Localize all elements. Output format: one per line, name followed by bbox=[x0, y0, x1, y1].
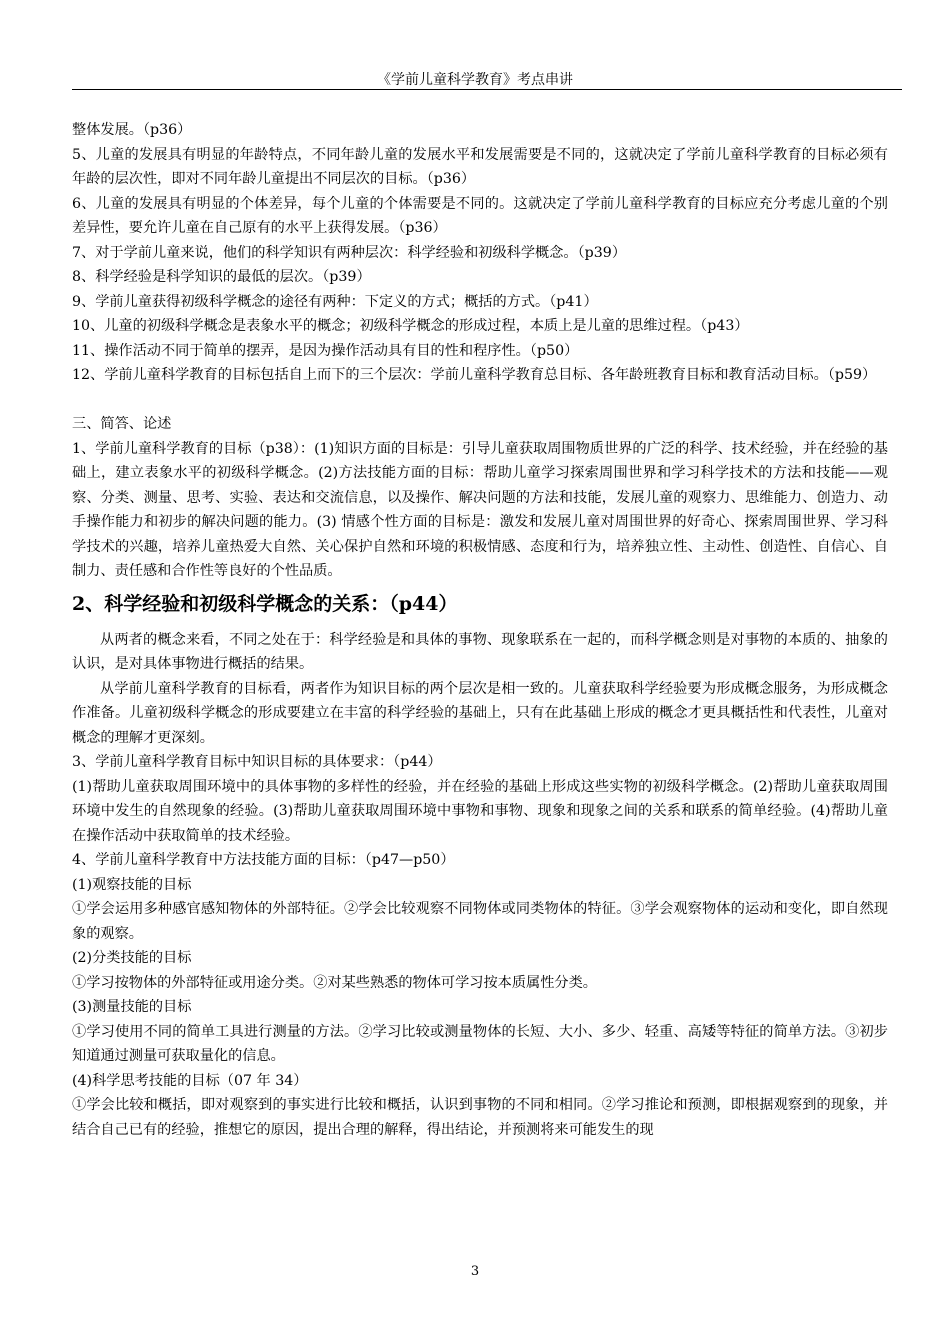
list-item: 5、儿童的发展具有明显的年龄特点，不同年龄儿童的发展水平和发展需要是不同的，这就决定了学前儿童科学教育的目标必须有年龄的层次性，即对不同年龄儿童提出不同层次的目标。（p36） bbox=[72, 146, 888, 187]
paragraph: 整体发展。（p36） bbox=[72, 122, 192, 138]
list-item: 8、科学经验是科学知识的最低的层次。（p39） bbox=[72, 269, 371, 285]
answer-paragraph: ①学习按物体的外部特征或用途分类。②对某些熟悉的物体可学习按本质属性分类。 bbox=[72, 974, 597, 991]
spacer bbox=[72, 388, 888, 413]
answer-paragraph: ①学会比较和概括，即对观察到的事实进行比较和概括，认识到事物的不同和相同。②学习推论和预测，即根据观察到的现象，并结合自己已有的经验，推想它的原因，提出合理的解释，得出结论，并预测将来可能发生的现 bbox=[72, 1097, 888, 1138]
page-header: 《学前儿童科学教育》考点串讲 bbox=[377, 72, 573, 88]
header-divider bbox=[72, 89, 902, 90]
list-item: 7、对于学前儿童来说，他们的科学知识有两种层次：科学经验和初级科学概念。（p39） bbox=[72, 244, 627, 261]
question-heading: 3、学前儿童科学教育目标中知识目标的具体要求：（p44） bbox=[72, 754, 442, 770]
list-item: 9、学前儿童获得初级科学概念的途径有两种：下定义的方式；概括的方式。（p41） bbox=[72, 293, 598, 310]
question-heading: 4、学前儿童科学教育中方法技能方面的目标：（p47—p50） bbox=[72, 852, 455, 868]
section-heading: 三、简答、论述 bbox=[72, 416, 172, 432]
subsection-heading: (1)观察技能的目标 bbox=[72, 876, 192, 893]
list-item: 12、学前儿童科学教育的目标包括自上而下的三个层次：学前儿童科学教育总目标、各年龄班教育目标和教育活动目标。（p59） bbox=[72, 367, 877, 383]
subsection-heading: (4)科学思考技能的目标（07 年 34） bbox=[72, 1072, 308, 1089]
answer-paragraph: ①学会运用多种感官感知物体的外部特征。②学会比较观察不同物体或同类物体的特征。③学会观察物体的运动和变化，即自然现象的观察。 bbox=[72, 901, 888, 942]
list-item: 6、儿童的发展具有明显的个体差异，每个儿童的个体需要是不同的。这就决定了学前儿童科学教育的目标应充分考虑儿童的个别差异性，要允许儿童在自己原有的水平上获得发展。（p36） bbox=[72, 195, 888, 236]
list-item: 10、儿童的初级科学概念是表象水平的概念；初级科学概念的形成过程，本质上是儿童的思维过程。（p43） bbox=[72, 318, 749, 334]
question-heading: 2、科学经验和初级科学概念的关系：（p44） bbox=[72, 592, 458, 615]
subsection-heading: (2)分类技能的目标 bbox=[72, 950, 192, 966]
answer-paragraph: 1、学前儿童科学教育的目标（p38）：(1)知识方面的目标是：引导儿童获取周围物质世界的广泛的科学、技术经验，并在经验的基础上，建立表象水平的初级科学概念。(2)方法技能方面的目标：帮助儿童学习探索周围世界和学习科学技术的方法和技能——观察、分类、测量、思考、实验、表达和交流信息，以及操作、解决问题的方法和技能，发展儿童的观察力、思维能力、创造力、动手操作能力和初步的解决问题的能力。(3) 情感个性方面的目标是：激发和发展儿童对周围世界的好奇心、探索周围世界、学习科学技术的兴趣，培养儿童热爱大自然、关心保护自然和环境的积极情感、态度和行为，培养独立性、主动性、创造性、自信心、自制力、责任感和合作性等良好的个性品质。 bbox=[72, 440, 888, 579]
document-body bbox=[72, 118, 888, 1142]
answer-paragraph: 从两者的概念来看，不同之处在于：科学经验是和具体的事物、现象联系在一起的，而科学概念则是对事物的本质的、抽象的认识，是对具体事物进行概括的结果。 bbox=[72, 631, 888, 672]
subsection-heading: (3)测量技能的目标 bbox=[72, 999, 192, 1015]
answer-paragraph: ①学习使用不同的简单工具进行测量的方法。②学习比较或测量物体的长短、大小、多少、轻重、高矮等特征的简单方法。③初步知道通过测量可获取量化的信息。 bbox=[72, 1023, 888, 1064]
list-item: 11、操作活动不同于简单的摆弄，是因为操作活动具有目的性和程序性。（p50） bbox=[72, 342, 579, 359]
answer-paragraph: 从学前儿童科学教育的目标看，两者作为知识目标的两个层次是相一致的。儿童获取科学经验要为形成概念服务，为形成概念作准备。儿童初级科学概念的形成要建立在丰富的科学经验的基础上，只有在此基础上形成的概念才更具概括性和代表性，儿童对概念的理解才更深刻。 bbox=[72, 680, 888, 746]
answer-paragraph: (1)帮助儿童获取周围环境中的具体事物的多样性的经验，并在经验的基础上形成这些实物的初级科学概念。(2)帮助儿童获取周围环境中发生的自然现象的经验。(3)帮助儿童获取周围环境中事物和事物、现象和现象之间的关系和联系的简单经验。(4)帮助儿童在操作活动中获取简单的技术经验。 bbox=[72, 778, 888, 844]
page-number: 3 bbox=[470, 1264, 480, 1279]
